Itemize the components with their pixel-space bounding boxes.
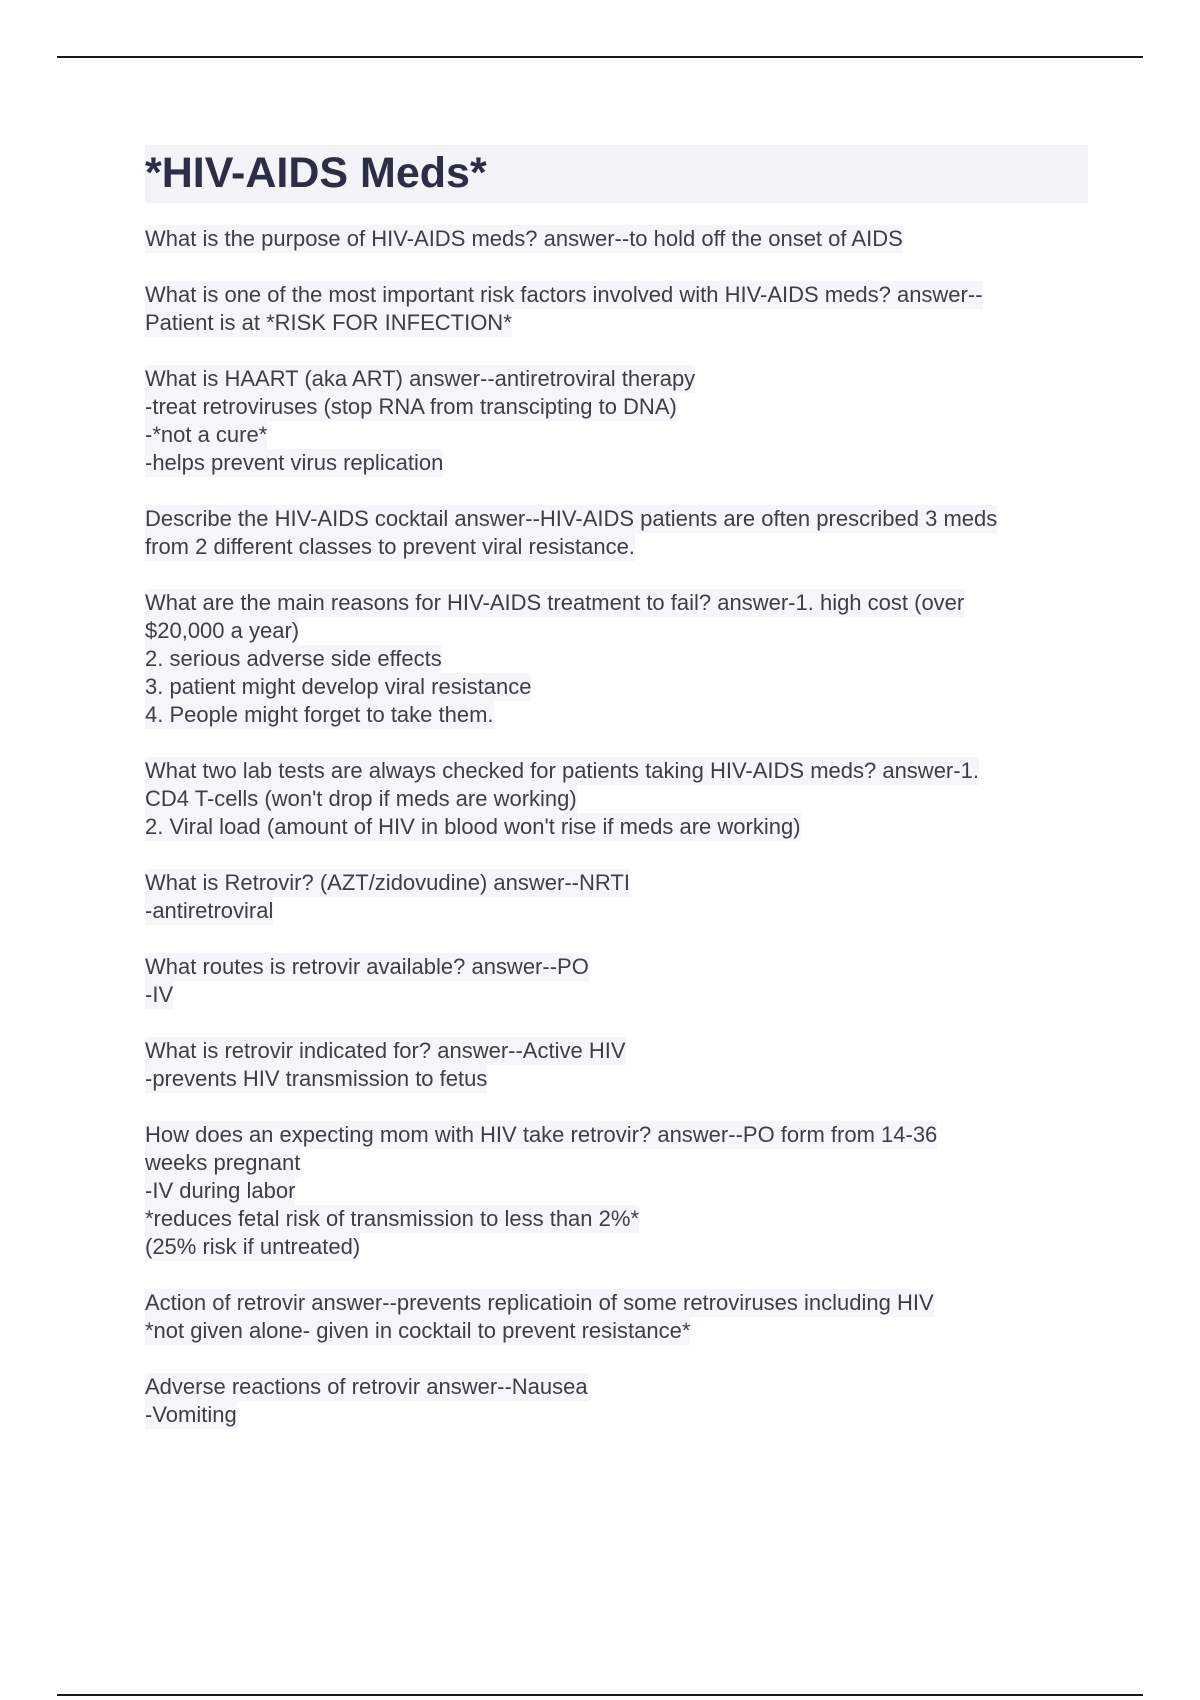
card-line: weeks pregnant — [145, 1150, 301, 1175]
card-line: What is Retrovir? (AZT/zidovudine) answer--NRTI — [145, 870, 630, 895]
flashcard — [145, 757, 1090, 841]
card-line: -prevents HIV transmission to fetus — [145, 1066, 488, 1091]
card-line: CD4 T-cells (won't drop if meds are working) — [145, 786, 577, 811]
card-line: 4. People might forget to take them. — [145, 702, 494, 727]
document-body — [145, 145, 1090, 1457]
flashcard — [145, 1037, 1090, 1093]
card-line: -IV during labor — [145, 1178, 296, 1203]
card-line: Describe the HIV-AIDS cocktail answer--HIV-AIDS patients are often prescribed 3 meds — [145, 506, 998, 531]
footer-rule — [57, 1694, 1143, 1696]
card-line: Adverse reactions of retrovir answer--Nausea — [145, 1374, 588, 1399]
document-title: *HIV-AIDS Meds* — [145, 149, 487, 197]
card-line: from 2 different classes to prevent viral resistance. — [145, 534, 635, 559]
card-line: -helps prevent virus replication — [145, 450, 444, 475]
flashcard — [145, 953, 1090, 1009]
flashcard — [145, 1121, 1090, 1261]
card-line: What is HAART (aka ART) answer--antiretroviral therapy — [145, 366, 696, 391]
card-line: -IV — [145, 982, 174, 1007]
flashcard — [145, 869, 1090, 925]
flashcard — [145, 281, 1090, 337]
card-line: 2. serious adverse side effects — [145, 646, 442, 671]
flashcard — [145, 505, 1090, 561]
card-line: 2. Viral load (amount of HIV in blood won't rise if meds are working) — [145, 814, 801, 839]
card-line: What routes is retrovir available? answer--PO — [145, 954, 589, 979]
card-line: What is retrovir indicated for? answer--Active HIV — [145, 1038, 626, 1063]
card-line: How does an expecting mom with HIV take retrovir? answer--PO form from 14-36 — [145, 1122, 938, 1147]
flashcard — [145, 1373, 1090, 1429]
card-line: (25% risk if untreated) — [145, 1234, 361, 1259]
flashcard — [145, 365, 1090, 477]
header-rule — [57, 56, 1143, 58]
flashcard — [145, 589, 1090, 729]
card-line: What is the purpose of HIV-AIDS meds? answer--to hold off the onset of AIDS — [145, 226, 903, 251]
card-line: Action of retrovir answer--prevents replicatioin of some retroviruses including HIV — [145, 1290, 934, 1315]
card-line: -*not a cure* — [145, 422, 268, 447]
card-line: *reduces fetal risk of transmission to less than 2%* — [145, 1206, 640, 1231]
card-line: What two lab tests are always checked for patients taking HIV-AIDS meds? answer-1. — [145, 758, 979, 783]
card-line: 3. patient might develop viral resistance — [145, 674, 532, 699]
card-line: -Vomiting — [145, 1402, 237, 1427]
card-line: What are the main reasons for HIV-AIDS treatment to fail? answer-1. high cost (over — [145, 590, 965, 615]
card-line: -treat retroviruses (stop RNA from transcipting to DNA) — [145, 394, 677, 419]
card-line: *not given alone- given in cocktail to prevent resistance* — [145, 1318, 691, 1343]
flashcard — [145, 1289, 1090, 1345]
card-line: What is one of the most important risk factors involved with HIV-AIDS meds? answer-- — [145, 282, 983, 307]
card-line: $20,000 a year) — [145, 618, 300, 643]
flashcard — [145, 225, 1090, 253]
title-band — [145, 145, 1088, 203]
card-line: Patient is at *RISK FOR INFECTION* — [145, 310, 512, 335]
card-line: -antiretroviral — [145, 898, 274, 923]
